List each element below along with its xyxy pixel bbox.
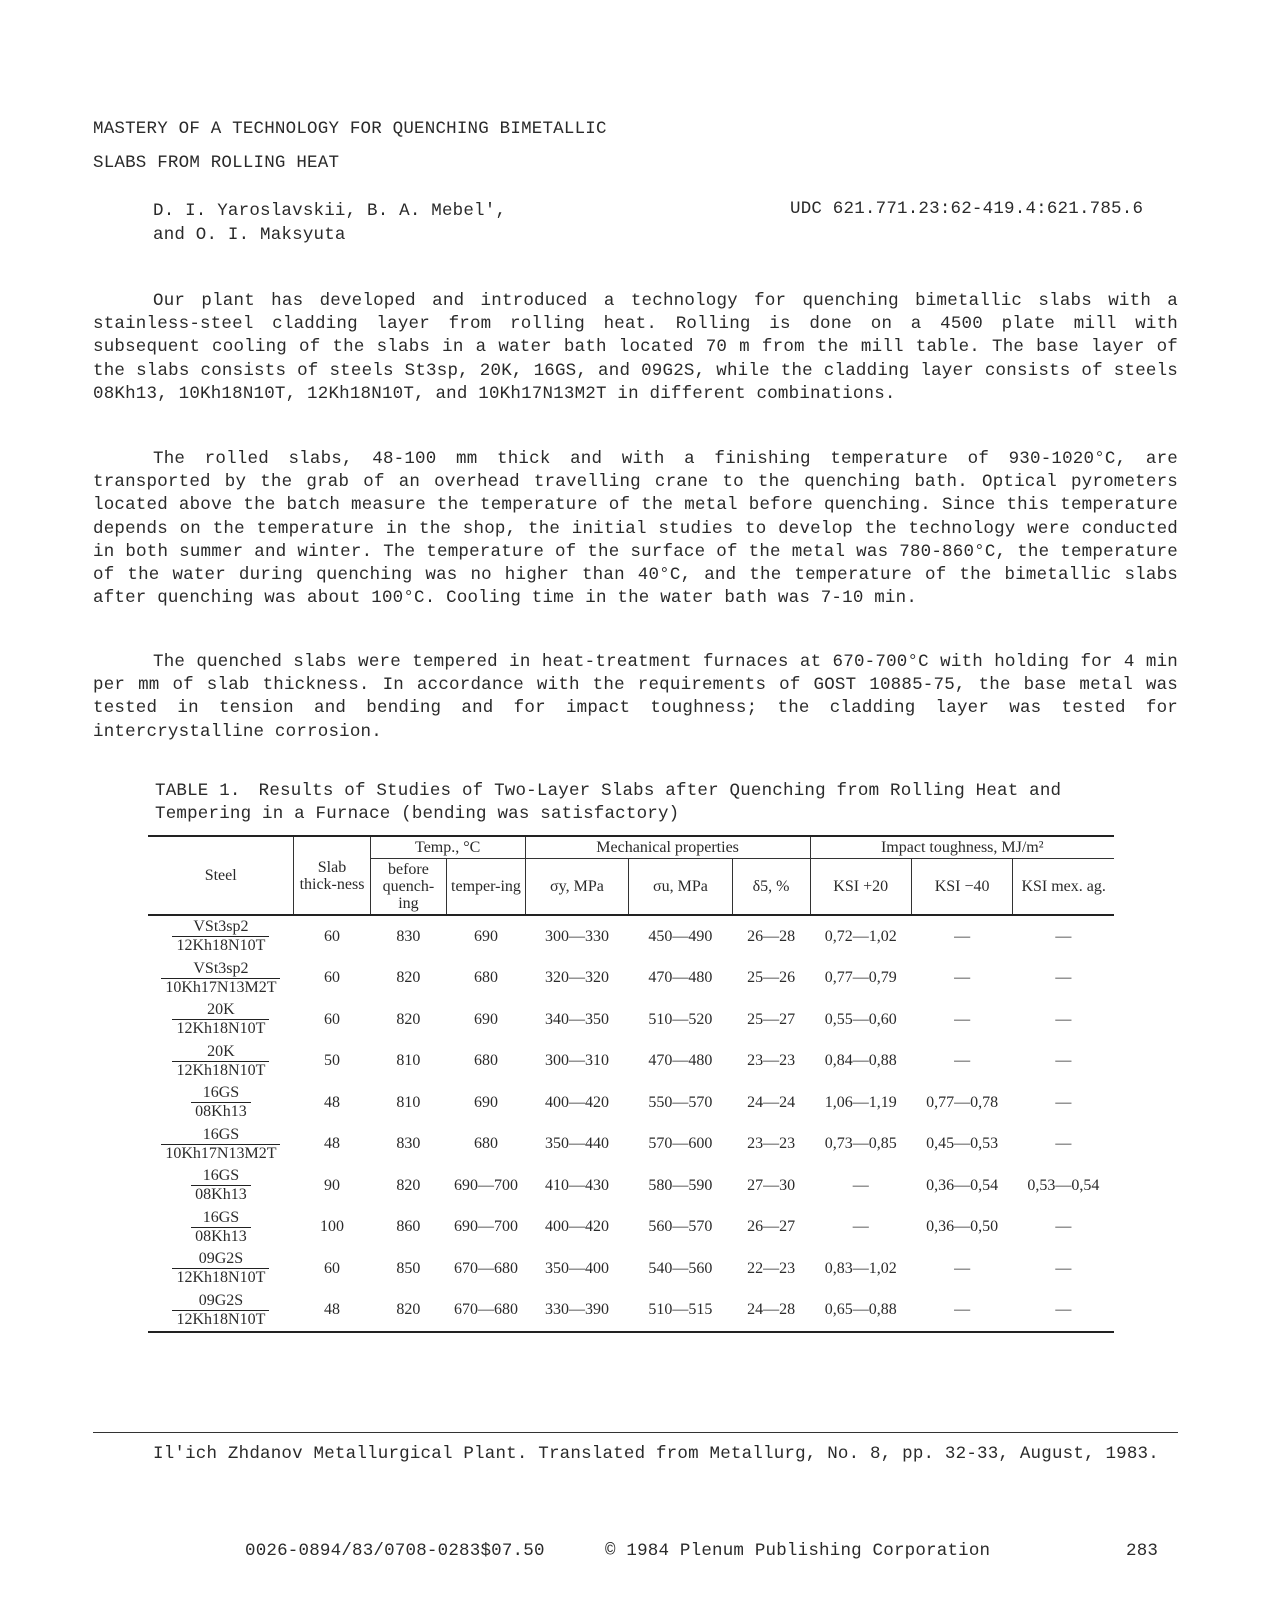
header-tempering: temper-ing xyxy=(447,859,525,916)
steel-cell xyxy=(148,1082,294,1124)
steel-fraction xyxy=(172,1250,269,1287)
cell-before-quenching: 810 xyxy=(396,1093,421,1111)
cell-before-quenching: 830 xyxy=(396,927,421,945)
cell-delta5: 24—28 xyxy=(732,1290,810,1333)
cell-sigma-y: 330—390 xyxy=(525,1290,628,1333)
cell-ksi-plus20: 1,06—1,19 xyxy=(824,1093,897,1111)
cell-before-quenching: 860 xyxy=(396,1218,421,1236)
cell-ksi-plus20: 0,55—0,60 xyxy=(824,1010,897,1028)
header-sigma-u: σu, MPa xyxy=(629,859,732,916)
steel-cladding: 10Kh17N13M2T xyxy=(165,978,277,996)
cell-before-quenching: 830 xyxy=(396,1135,421,1153)
steel-base: 09G2S xyxy=(172,1250,269,1269)
steel-cladding: 12Kh18N10T xyxy=(176,937,266,955)
cell-thickness: 50 xyxy=(324,1052,340,1070)
header-ksi-mex-ag: KSI mex. ag. xyxy=(1013,859,1114,916)
cell-delta5: 26—27 xyxy=(747,1218,796,1236)
page-number: 283 xyxy=(1126,1541,1159,1561)
steel-base: VSt3sp2 xyxy=(172,918,269,937)
cell-delta5: 27—30 xyxy=(747,1176,796,1194)
steel-cell xyxy=(148,999,294,1041)
cell-ksi-plus20: 0,84—0,88 xyxy=(824,1052,897,1070)
steel-cell xyxy=(148,1207,294,1249)
cell-tempering: 690 xyxy=(473,1010,498,1028)
cell-ksi-mex-ag: — xyxy=(1055,1093,1072,1111)
title-line-2: SLABS FROM ROLLING HEAT xyxy=(93,153,340,173)
table-row xyxy=(148,1165,1114,1207)
table-caption xyxy=(155,780,1115,826)
cell-tempering: 680 xyxy=(473,1052,498,1070)
cell-thickness: 48 xyxy=(294,1290,370,1333)
header-sigma-y: σy, MPa xyxy=(525,859,628,916)
cell-thickness: 48 xyxy=(324,1135,340,1153)
cell-sigma-y: 300—330 xyxy=(544,927,609,945)
cell-ksi-mex-ag: — xyxy=(1055,1052,1072,1070)
cell-thickness: 60 xyxy=(324,1010,340,1028)
cell-sigma-y: 320—320 xyxy=(544,969,609,987)
udc-code: UDC 621.771.23:62-419.4:621.785.6 xyxy=(790,199,1144,219)
cell-ksi-mex-ag: — xyxy=(1055,1135,1072,1153)
cell-ksi-mex-ag: — xyxy=(1055,1010,1072,1028)
paragraph-1: Our plant has developed and introduced a technology for quenching bimetallic slabs with a stainless-steel cladding layer from rolling heat. Rolling is done on a 4500 plate mill with subsequent cooling of the slabs in a water bath located 70 m from the mill table. The base layer of the slabs consists of steels St3sp, 20K, 16GS, and 09G2S, while the cladding layer consists of steels 08Kh13, 10Kh18N10T, 12Kh18N10T, and 10Kh17N13M2T in different combinations. xyxy=(93,291,1178,404)
cell-tempering: 670—680 xyxy=(453,1259,518,1277)
cell-ksi-minus40: — xyxy=(954,1010,971,1028)
steel-fraction xyxy=(161,960,280,997)
cell-sigma-u: 540—560 xyxy=(648,1259,713,1277)
cell-ksi-minus40: 0,36—0,50 xyxy=(926,1218,999,1236)
steel-cell xyxy=(148,1124,294,1166)
cell-ksi-minus40: 0,36—0,54 xyxy=(926,1176,999,1194)
cell-sigma-y: 350—440 xyxy=(544,1135,609,1153)
cell-thickness: 100 xyxy=(320,1218,344,1236)
cell-sigma-u: 510—520 xyxy=(648,1010,713,1028)
steel-cladding: 12Kh18N10T xyxy=(176,1061,266,1079)
cell-tempering: 670—680 xyxy=(447,1290,525,1333)
steel-cladding: 08Kh13 xyxy=(195,1186,247,1204)
cell-thickness: 60 xyxy=(324,969,340,987)
steel-cell xyxy=(148,958,294,1000)
header-steel: Steel xyxy=(148,836,294,915)
cell-ksi-plus20: 0,83—1,02 xyxy=(824,1259,897,1277)
steel-cell xyxy=(148,1248,294,1290)
cell-thickness: 60 xyxy=(324,927,340,945)
cell-ksi-mex-ag: 0,53—0,54 xyxy=(1027,1176,1100,1194)
results-table xyxy=(148,835,1114,1333)
cell-tempering: 690 xyxy=(473,1093,498,1111)
cell-sigma-u: 580—590 xyxy=(648,1176,713,1194)
steel-cladding: 08Kh13 xyxy=(195,1103,247,1121)
cell-delta5: 24—24 xyxy=(747,1093,796,1111)
cell-sigma-u: 570—600 xyxy=(648,1135,713,1153)
steel-cell xyxy=(148,1041,294,1083)
cell-tempering: 690—700 xyxy=(453,1218,518,1236)
table-row xyxy=(148,1290,1114,1333)
cell-sigma-y: 300—310 xyxy=(544,1052,609,1070)
cell-before-quenching: 820 xyxy=(370,1290,447,1333)
steel-cladding: 12Kh18N10T xyxy=(176,1269,266,1287)
steel-cladding: 10Kh17N13M2T xyxy=(165,1144,277,1162)
cell-thickness: 48 xyxy=(324,1093,340,1111)
paragraph-3: The quenched slabs were tempered in heat-treatment furnaces at 670-700°C with holding for 4 min per mm of slab thickness. In accordance with the requirements of GOST 10885-75, the base metal was tested in tension and bending and for impact toughness; the cladding layer was tested for intercrystalline corrosion. xyxy=(93,652,1178,742)
cell-before-quenching: 820 xyxy=(396,1010,421,1028)
cell-ksi-mex-ag: — xyxy=(1055,1259,1072,1277)
cell-ksi-minus40: — xyxy=(954,1052,971,1070)
steel-cell xyxy=(148,915,294,958)
cell-delta5: 25—27 xyxy=(747,1010,796,1028)
cell-ksi-minus40: 0,45—0,53 xyxy=(926,1135,999,1153)
cell-tempering: 690—700 xyxy=(453,1176,518,1194)
steel-base: 20K xyxy=(172,1001,269,1020)
cell-sigma-y: 410—430 xyxy=(544,1176,609,1194)
authors-line-1: D. I. Yaroslavskii, B. A. Mebel', xyxy=(153,201,507,221)
cell-delta5: 22—23 xyxy=(747,1259,796,1277)
steel-fraction xyxy=(191,1167,251,1204)
cell-delta5: 23—23 xyxy=(747,1135,796,1153)
cell-before-quenching: 820 xyxy=(396,969,421,987)
cell-sigma-u: 510—515 xyxy=(629,1290,732,1333)
steel-cell xyxy=(148,1165,294,1207)
table-row xyxy=(148,1041,1114,1083)
header-impact: Impact toughness, MJ/m² xyxy=(810,836,1114,859)
cell-before-quenching: 820 xyxy=(396,1176,421,1194)
table-row xyxy=(148,1124,1114,1166)
cell-ksi-plus20: — xyxy=(852,1176,869,1194)
steel-fraction xyxy=(172,1043,269,1080)
cell-tempering: 690 xyxy=(473,927,498,945)
header-ksi-minus40: KSI −40 xyxy=(911,859,1012,916)
cell-sigma-y: 400—420 xyxy=(544,1093,609,1111)
steel-fraction xyxy=(191,1084,251,1121)
cell-ksi-minus40: — xyxy=(911,1290,1012,1333)
cell-ksi-minus40: 0,77—0,78 xyxy=(926,1093,999,1111)
cell-tempering: 680 xyxy=(473,969,498,987)
footnote: Il'ich Zhdanov Metallurgical Plant. Translated from Metallurg, No. 8, pp. 32-33, August, 1983. xyxy=(153,1444,1159,1464)
steel-base: 16GS xyxy=(161,1126,280,1145)
steel-cell xyxy=(148,1290,294,1333)
paragraph-2: The rolled slabs, 48-100 mm thick and with a finishing temperature of 930-1020°C, are transported by the grab of an overhead travelling crane to the quenching bath. Optical pyrometers located above the batch measure the temperature of the metal before quenching. Since this temperature depends on the temperature in the shop, the initial studies to develop the technology were conducted in both summer and winter. The temperature of the surface of the metal was 780-860°C, the temperature of the water during quenching was no higher than 40°C, and the temperature of the bimetallic slabs after quenching was about 100°C. Cooling time in the water bath was 7-10 min. xyxy=(93,449,1178,609)
table-row xyxy=(148,1082,1114,1124)
cell-ksi-mex-ag: — xyxy=(1055,969,1072,987)
steel-fraction xyxy=(172,1001,269,1038)
cell-delta5: 23—23 xyxy=(747,1052,796,1070)
authors xyxy=(153,199,506,247)
cell-ksi-mex-ag: — xyxy=(1055,1218,1072,1236)
cell-sigma-y: 340—350 xyxy=(544,1010,609,1028)
table-row xyxy=(148,915,1114,958)
header-slab-thickness: Slab thick-ness xyxy=(294,836,370,915)
steel-base: VSt3sp2 xyxy=(161,960,280,979)
cell-sigma-y: 400—420 xyxy=(544,1218,609,1236)
cell-delta5: 26—28 xyxy=(747,927,796,945)
cell-before-quenching: 850 xyxy=(396,1259,421,1277)
cell-delta5: 25—26 xyxy=(747,969,796,987)
cell-tempering: 680 xyxy=(473,1135,498,1153)
header-before-quenching: before quench-ing xyxy=(370,859,447,916)
cell-thickness: 90 xyxy=(324,1176,340,1194)
steel-cladding: 12Kh18N10T xyxy=(176,1310,266,1328)
steel-base: 16GS xyxy=(191,1167,251,1186)
header-delta5: δ5, % xyxy=(732,859,810,916)
cell-sigma-u: 470—480 xyxy=(648,969,713,987)
cell-ksi-minus40: — xyxy=(954,969,971,987)
authors-line-2: and O. I. Maksyuta xyxy=(153,225,346,245)
cell-sigma-u: 560—570 xyxy=(648,1218,713,1236)
table-row xyxy=(148,1207,1114,1249)
steel-fraction xyxy=(191,1209,251,1246)
cell-ksi-mex-ag: — xyxy=(1055,927,1072,945)
copyright-notice: © 1984 Plenum Publishing Corporation xyxy=(605,1541,991,1561)
cell-ksi-minus40: — xyxy=(954,1259,971,1277)
table-row xyxy=(148,958,1114,1000)
steel-base: 09G2S xyxy=(172,1292,269,1311)
cell-sigma-y: 350—400 xyxy=(544,1259,609,1277)
cell-ksi-plus20: 0,77—0,79 xyxy=(824,969,897,987)
cell-thickness: 60 xyxy=(324,1259,340,1277)
steel-fraction xyxy=(172,1292,269,1329)
cell-ksi-plus20: 0,73—0,85 xyxy=(824,1135,897,1153)
footnote-divider xyxy=(93,1432,1178,1433)
header-mechanical: Mechanical properties xyxy=(525,836,810,859)
title-line-1: MASTERY OF A TECHNOLOGY FOR QUENCHING BIMETALLIC xyxy=(93,119,607,139)
table-row xyxy=(148,1248,1114,1290)
table-row xyxy=(148,999,1114,1041)
cell-ksi-plus20: 0,72—1,02 xyxy=(824,927,897,945)
table-label: TABLE 1. xyxy=(155,781,241,801)
steel-base: 20K xyxy=(172,1043,269,1062)
steel-cladding: 08Kh13 xyxy=(195,1227,247,1245)
steel-base: 16GS xyxy=(191,1209,251,1228)
cell-sigma-u: 550—570 xyxy=(648,1093,713,1111)
header-temp: Temp., °C xyxy=(370,836,525,859)
steel-cladding: 12Kh18N10T xyxy=(176,1020,266,1038)
steel-base: 16GS xyxy=(191,1084,251,1103)
article-identifier: 0026-0894/83/0708-0283$07.50 xyxy=(245,1541,545,1561)
cell-sigma-u: 470—480 xyxy=(648,1052,713,1070)
cell-before-quenching: 810 xyxy=(396,1052,421,1070)
cell-ksi-plus20: — xyxy=(852,1218,869,1236)
cell-ksi-minus40: — xyxy=(954,927,971,945)
header-ksi-plus20: KSI +20 xyxy=(810,859,911,916)
cell-sigma-u: 450—490 xyxy=(648,927,713,945)
table-caption-text: Results of Studies of Two-Layer Slabs after Quenching from Rolling Heat and Tempering in a Furnace (bending was satisfactory) xyxy=(155,781,1062,824)
steel-fraction xyxy=(172,918,269,955)
cell-ksi-mex-ag: — xyxy=(1013,1290,1114,1333)
steel-fraction xyxy=(161,1126,280,1163)
cell-ksi-plus20: 0,65—0,88 xyxy=(810,1290,911,1333)
